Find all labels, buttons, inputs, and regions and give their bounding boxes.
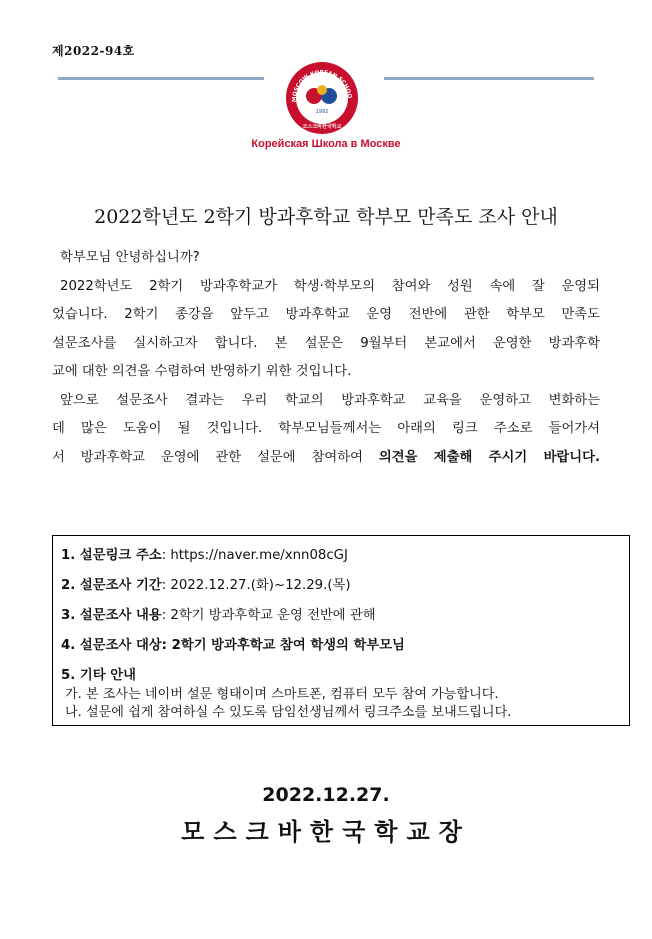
paragraph-2-line-2: 데 많은 도움이 될 것입니다. 학부모님들께서는 아래의 링크 주소로 들어가셔 [52, 421, 600, 436]
info-etc: 5. 기타 안내 [61, 668, 136, 683]
school-name-russian: Корейская Школа в Москве [251, 138, 401, 150]
letter-body [52, 244, 600, 472]
info-content: 3. 설문조사 내용: 2학기 방과후학교 운영 전반에 관해 [61, 608, 376, 623]
paragraph-1-line-3: 설문조사를 실시하고자 합니다. 본 설문은 9월부터 본교에서 운영한 방과후학 [52, 335, 600, 351]
paragraph-1-line-1: 2022학년도 2학기 방과후학교가 학생·학부모의 참여와 성원 속에 잘 운영되 [60, 278, 600, 294]
survey-info-box [52, 535, 630, 726]
header-rule-right [384, 77, 594, 80]
greeting: 학부모님 안녕하십니까? [60, 250, 200, 265]
info-period: 2. 설문조사 기간: 2022.12.27.(화)~12.29.(목) [61, 578, 351, 593]
document-number: 제2022-94호 [52, 44, 135, 58]
paragraph-2-line-3: 서 방과후학교 운영에 관한 설문에 참여하여 의견을 제출해 주시기 바랍니다. [52, 449, 600, 465]
paragraph-2-line-1: 앞으로 설문조사 결과는 우리 학교의 방과후학교 교육을 운영하고 변화하는 [60, 392, 600, 408]
logo-ring-text: MOSCOW KOREAN SCHOO [291, 69, 353, 103]
document-title: 2022학년도 2학기 방과후학교 학부모 만족도 조사 안내 [94, 206, 558, 228]
logo-yellow-drop [317, 85, 327, 95]
info-link: 1. 설문링크 주소: https://naver.me/xnn08cGJ [61, 548, 348, 563]
header-rule-left [58, 77, 264, 80]
survey-link[interactable]: https://naver.me/xnn08cGJ [170, 548, 348, 563]
note-a: 가. 본 조사는 네이버 설문 형태이며 스마트폰, 컴퓨터 모두 참여 가능합니다. [65, 687, 499, 702]
paragraph-1-line-4: 교에 대한 의견을 수렴하여 반영하기 위한 것입니다. [52, 364, 352, 379]
issue-date: 2022.12.27. [262, 784, 390, 806]
note-b: 나. 설문에 쉽게 참여하실 수 있도록 담임선생님께서 링크주소를 보내드립니다. [65, 705, 512, 720]
request-emphasis: 의견을 제출해 주시기 바랍니다. [378, 449, 600, 465]
info-target: 4. 설문조사 대상: 2학기 방과후학교 참여 학생의 학부모님 [61, 638, 405, 653]
principal-signature: 모스크바한국학교장 [181, 817, 471, 846]
school-logo [284, 60, 360, 136]
logo-year: 1992 [315, 109, 329, 115]
logo-bottom-text: 모스크바한국학교 [302, 124, 342, 130]
paragraph-1-line-2: 었습니다. 2학기 종강을 앞두고 방과후학교 운영 전반에 관한 학부모 만족도 [52, 307, 600, 322]
